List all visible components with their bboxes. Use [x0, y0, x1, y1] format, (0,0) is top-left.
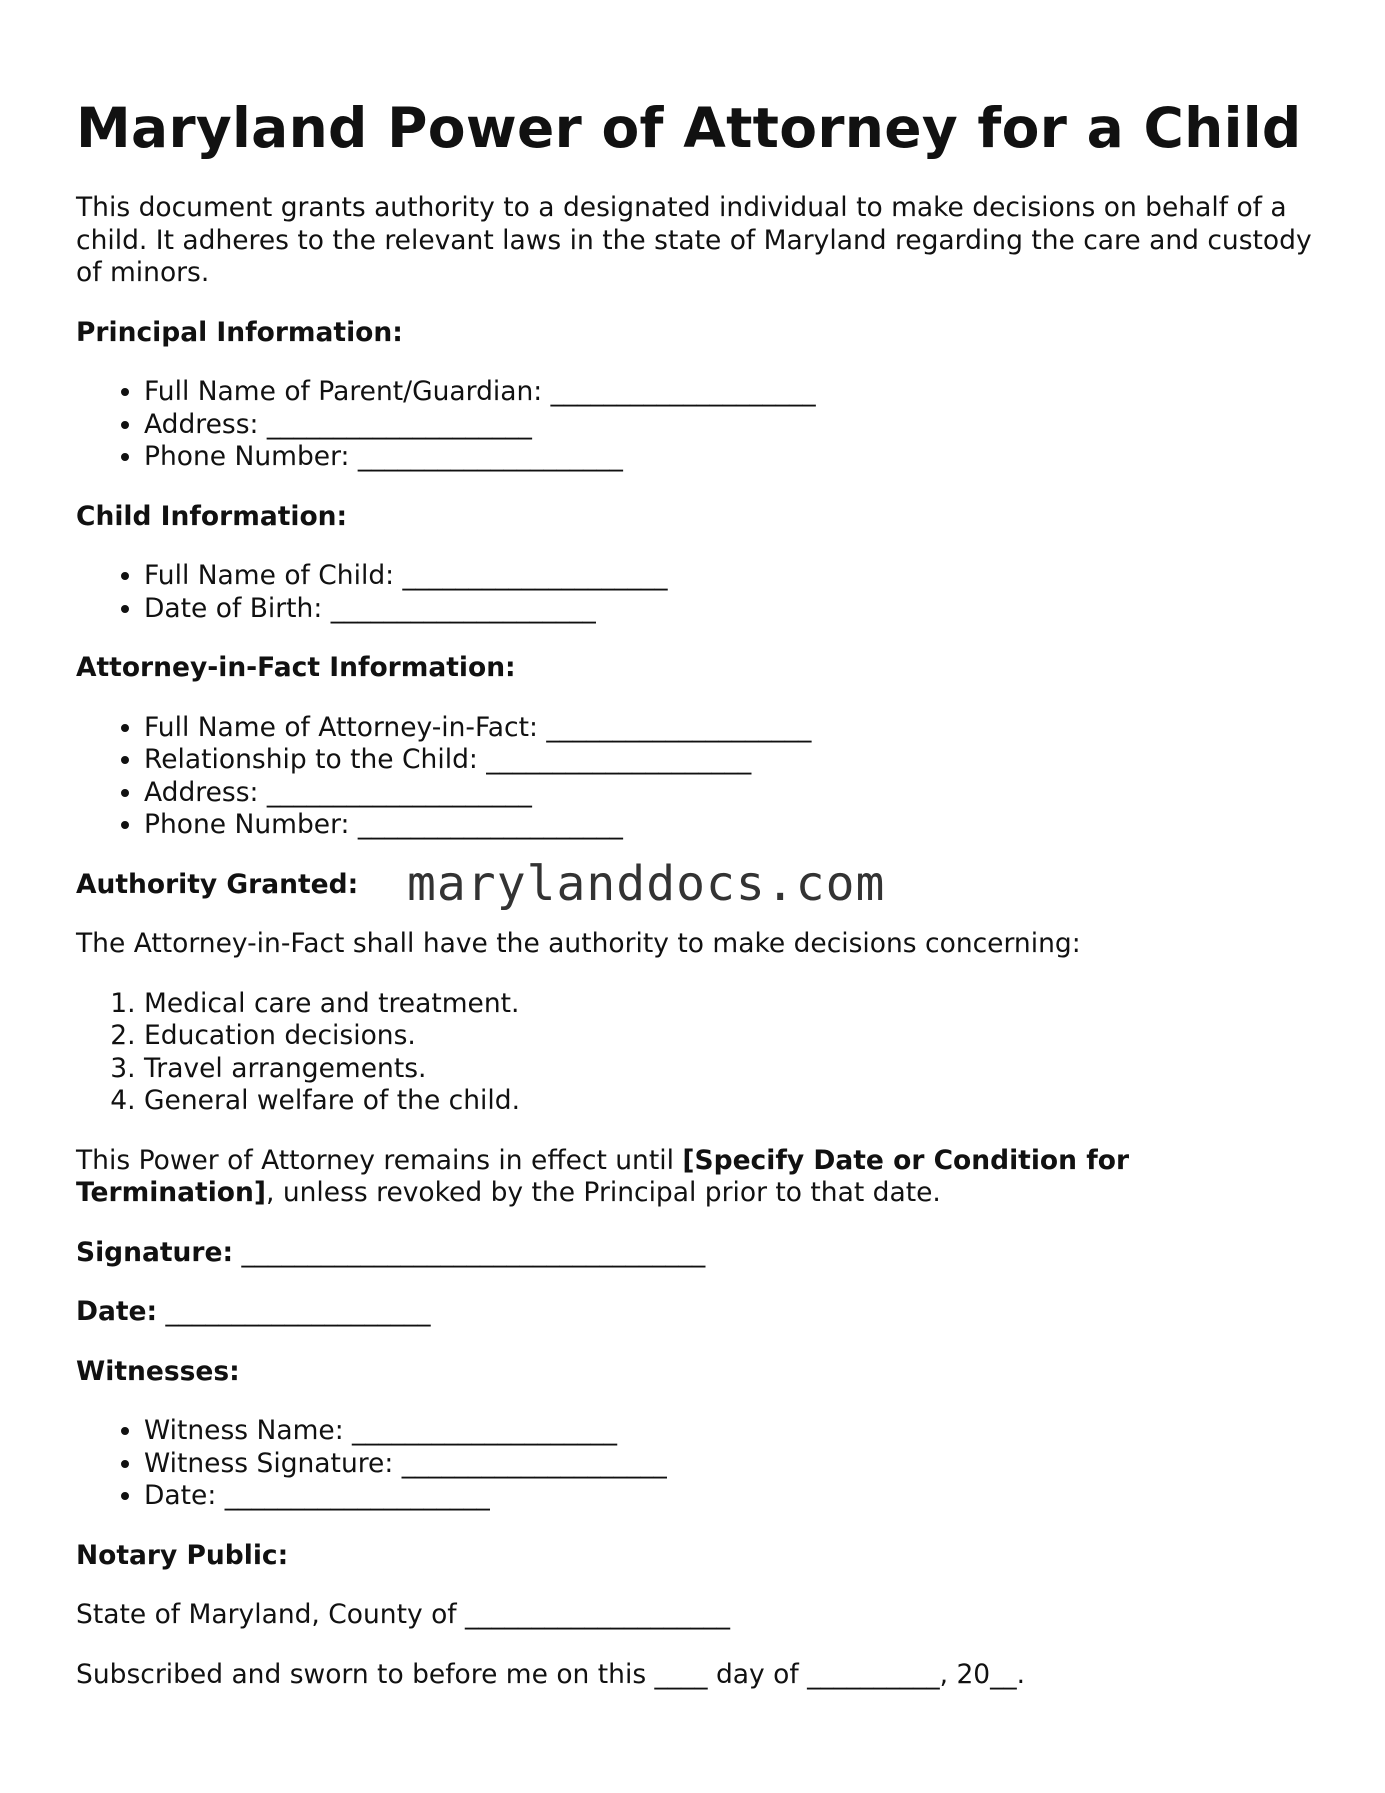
notary-heading: Notary Public:: [76, 1539, 289, 1571]
authority-item: 2. Education decisions.: [144, 1020, 1316, 1053]
date-line: [76, 1296, 1316, 1329]
witness-signature-field: • Witness Signature: ____________________: [144, 1448, 1316, 1481]
authority-item: 1. Medical care and treatment.: [144, 988, 1316, 1021]
authority-heading: Authority Granted:: [76, 868, 359, 900]
principal-list: [76, 376, 1316, 474]
intro-paragraph: This document grants authority to a designated individual to make decisions on behalf of a child. It adheres to the relevant laws in the state of Maryland regarding the care and custody of minors.: [76, 192, 1312, 288]
attorney-relationship-field: • Relationship to the Child: ____________________: [144, 744, 1316, 777]
term-paragraph: [76, 1145, 1316, 1210]
witnesses-list: [76, 1415, 1316, 1513]
child-list: [76, 560, 1316, 625]
attorney-list: [76, 712, 1316, 842]
document-page: [76, 92, 1316, 1718]
date-label: Date:: [76, 1296, 158, 1327]
child-name-field: • Full Name of Child: ____________________: [144, 560, 1316, 593]
authority-item: 3. Travel arrangements.: [144, 1053, 1316, 1086]
authority-item: 4. General welfare of the child.: [144, 1085, 1316, 1118]
authority-heading-row: [76, 855, 1316, 912]
term-condition: [Specify Date or Condition for Termination]: [76, 1144, 1130, 1208]
child-heading: Child Information:: [76, 500, 348, 532]
attorney-phone-field: • Phone Number: ____________________: [144, 809, 1316, 842]
witness-date-field: • Date: ____________________: [144, 1480, 1316, 1513]
principal-name-field: • Full Name of Parent/Guardian: ____________________: [144, 376, 1316, 409]
watermark: marylanddocs.com: [407, 855, 886, 912]
signature-line: [76, 1237, 1316, 1270]
term-prefix: This Power of Attorney remains in effect until: [76, 1144, 683, 1176]
signature-blank: ___________________________________: [233, 1236, 706, 1268]
witnesses-heading: Witnesses:: [76, 1355, 240, 1387]
signature-label: Signature:: [76, 1236, 234, 1268]
attorney-heading: Attorney-in-Fact Information:: [76, 652, 516, 683]
date-blank: ____________________: [157, 1296, 431, 1327]
witness-name-field: • Witness Name: ____________________: [144, 1415, 1316, 1448]
notary-county: State of Maryland, County of ____________________: [76, 1599, 731, 1630]
term-suffix: , unless revoked by the Principal prior to that date.: [265, 1177, 941, 1208]
attorney-name-field: • Full Name of Attorney-in-Fact: ____________________: [144, 712, 1316, 745]
authority-lead: The Attorney-in-Fact shall have the authority to make decisions concerning:: [76, 928, 1081, 959]
child-dob-field: • Date of Birth: ____________________: [144, 593, 1316, 626]
notary-sworn: Subscribed and sworn to before me on this ____ day of __________, 20__.: [76, 1658, 1026, 1690]
attorney-address-field: • Address: ____________________: [144, 777, 1316, 810]
principal-heading: Principal Information:: [76, 316, 403, 348]
authority-list: [76, 988, 1316, 1118]
page-title: Maryland Power of Attorney for a Child: [76, 96, 1302, 160]
principal-address-field: • Address: ____________________: [144, 409, 1316, 442]
principal-phone-field: • Phone Number: ____________________: [144, 441, 1316, 474]
